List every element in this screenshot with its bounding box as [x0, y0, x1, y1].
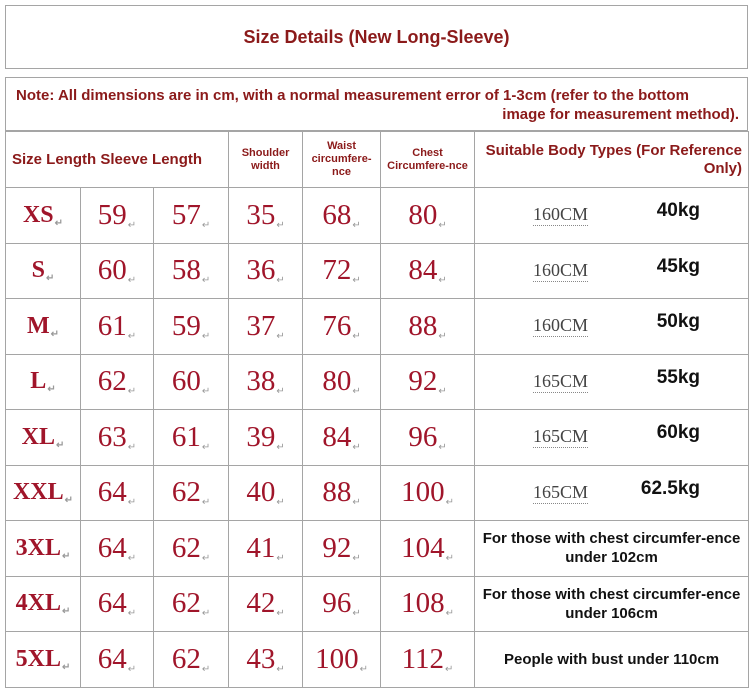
return-mark-icon: ↵: [127, 663, 137, 675]
body-type-cell: [475, 465, 749, 521]
body-type-cell: [475, 188, 749, 244]
chest-cell: [381, 354, 475, 410]
shoulder-cell-value: 39: [246, 420, 276, 453]
size-cell-value: S: [31, 257, 45, 284]
return-mark-icon: ↵: [201, 275, 211, 287]
return-mark-icon: ↵: [352, 441, 361, 453]
shoulder-cell: [229, 243, 303, 299]
waist-cell-value: 96: [322, 587, 352, 620]
table-row: [6, 354, 749, 410]
chest-cell: [381, 465, 475, 521]
weight-label: 45kg: [656, 255, 701, 277]
return-mark-icon: ↵: [352, 330, 361, 342]
return-mark-icon: ↵: [438, 386, 447, 398]
waist-cell: [303, 188, 381, 244]
body-type-cell: [475, 354, 749, 410]
chest-cell: [381, 299, 475, 355]
shoulder-cell-value: 36: [246, 254, 276, 287]
shoulder-cell: [229, 299, 303, 355]
chest-cell: [381, 632, 475, 688]
body-type-cell: People with bust under 110cm: [475, 632, 749, 688]
return-mark-icon: ↵: [64, 495, 74, 507]
body-type-cell: For those with chest circumfer-ence under 102cm: [475, 521, 749, 577]
chest-cell-value: 84: [408, 254, 438, 287]
header-waist: Waist circumfere-nce: [303, 132, 381, 188]
chest-cell-value: 112: [401, 642, 445, 675]
table-header-row: [6, 132, 749, 188]
return-mark-icon: ↵: [276, 330, 285, 342]
shoulder-cell: [229, 465, 303, 521]
sleeve-cell: [154, 576, 229, 632]
size-cell-value: XS: [22, 201, 54, 228]
length-cell-value: 62: [97, 365, 127, 398]
size-cell: [6, 410, 81, 466]
waist-cell-value: 92: [322, 531, 352, 564]
length-cell-value: 64: [97, 531, 127, 564]
length-cell: [81, 576, 154, 632]
sleeve-cell-value: 62: [171, 531, 201, 564]
waist-cell-value: 100: [315, 642, 359, 675]
return-mark-icon: ↵: [352, 386, 361, 398]
return-mark-icon: ↵: [276, 275, 285, 287]
height-label: 160CM: [533, 204, 589, 224]
size-cell-value: 3XL: [15, 534, 61, 561]
length-cell-value: 64: [97, 476, 127, 509]
waist-cell: [303, 299, 381, 355]
waist-cell-value: 80: [322, 365, 352, 398]
return-mark-icon: ↵: [47, 384, 56, 396]
sleeve-cell-value: 57: [171, 198, 201, 231]
sleeve-cell: [154, 299, 229, 355]
length-cell-value: 63: [97, 420, 127, 453]
return-mark-icon: ↵: [127, 608, 137, 620]
length-cell: [81, 465, 154, 521]
shoulder-cell: [229, 354, 303, 410]
return-mark-icon: ↵: [276, 441, 285, 453]
waist-cell: [303, 243, 381, 299]
size-cell: [6, 465, 81, 521]
waist-cell: [303, 410, 381, 466]
return-mark-icon: ↵: [54, 217, 64, 229]
return-mark-icon: ↵: [127, 441, 137, 453]
weight-label: 60kg: [656, 422, 701, 443]
return-mark-icon: ↵: [127, 386, 137, 398]
length-cell: [81, 632, 154, 688]
return-mark-icon: ↵: [127, 330, 137, 342]
weight-label: 40kg: [656, 200, 701, 221]
return-mark-icon: ↵: [445, 497, 454, 509]
return-mark-icon: ↵: [201, 441, 211, 453]
return-mark-icon: ↵: [445, 663, 454, 675]
return-mark-icon: ↵: [201, 497, 211, 509]
return-mark-icon: ↵: [61, 606, 71, 618]
size-cell-value: XL: [21, 423, 55, 450]
sleeve-cell-value: 60: [171, 365, 201, 398]
size-cell-value: XXL: [12, 479, 64, 506]
chest-cell-value: 96: [408, 420, 438, 453]
return-mark-icon: ↵: [276, 552, 285, 564]
return-mark-icon: ↵: [45, 273, 55, 285]
waist-cell-value: 68: [322, 198, 352, 231]
return-mark-icon: ↵: [201, 663, 211, 675]
size-cell: [6, 521, 81, 577]
return-mark-icon: ↵: [438, 219, 447, 231]
body-type-cell: [475, 410, 749, 466]
waist-cell: [303, 521, 381, 577]
height-label: 165CM: [533, 370, 589, 391]
note-line-1: Note: All dimensions are in cm, with a normal measurement error of 1-3cm (refer to the bottom: [16, 87, 689, 104]
return-mark-icon: ↵: [438, 330, 447, 342]
chest-cell-value: 92: [408, 365, 438, 398]
table-row: [6, 188, 749, 244]
sleeve-cell: [154, 243, 229, 299]
sleeve-cell: [154, 188, 229, 244]
sleeve-cell-value: 62: [171, 587, 201, 620]
header-shoulder-width: Shoulder width: [229, 132, 303, 188]
chest-cell-value: 104: [401, 531, 445, 564]
height-label: 160CM: [533, 315, 589, 335]
size-cell-value: 4XL: [15, 590, 61, 617]
size-cell: [6, 576, 81, 632]
length-cell-value: 64: [97, 642, 127, 675]
chest-cell-value: 108: [401, 587, 445, 620]
sleeve-cell-value: 58: [171, 254, 201, 287]
return-mark-icon: ↵: [276, 663, 285, 675]
shoulder-cell-value: 41: [246, 531, 276, 564]
body-type-cell: For those with chest circumfer-ence under 106cm: [475, 576, 749, 632]
shoulder-cell: [229, 576, 303, 632]
return-mark-icon: ↵: [352, 608, 361, 620]
return-mark-icon: ↵: [55, 439, 65, 451]
shoulder-cell-value: 43: [246, 642, 276, 675]
table-row: [6, 632, 749, 688]
size-cell-value: M: [26, 312, 50, 339]
return-mark-icon: ↵: [276, 608, 285, 620]
measurement-note: [5, 77, 748, 131]
size-cell: [6, 243, 81, 299]
size-table: [5, 131, 749, 688]
size-cell: [6, 188, 81, 244]
shoulder-cell: [229, 410, 303, 466]
table-row: [6, 576, 749, 632]
size-cell: [6, 632, 81, 688]
length-cell-value: 59: [97, 198, 127, 231]
return-mark-icon: ↵: [201, 552, 211, 564]
body-type-cell: [475, 243, 749, 299]
body-type-cell: [475, 299, 749, 355]
return-mark-icon: ↵: [352, 275, 361, 287]
chest-cell-value: 88: [408, 309, 438, 342]
length-cell: [81, 243, 154, 299]
return-mark-icon: ↵: [201, 330, 211, 342]
return-mark-icon: ↵: [276, 386, 285, 398]
shoulder-cell: [229, 521, 303, 577]
waist-cell: [303, 576, 381, 632]
return-mark-icon: ↵: [201, 608, 211, 620]
size-cell-value: 5XL: [15, 645, 61, 672]
chest-cell: [381, 410, 475, 466]
length-cell-value: 61: [97, 309, 127, 342]
size-cell-value: L: [30, 368, 47, 395]
chest-cell-value: 100: [401, 476, 445, 509]
height-label: 160CM: [533, 259, 589, 280]
return-mark-icon: ↵: [352, 219, 361, 231]
return-mark-icon: ↵: [352, 497, 361, 509]
size-chart: [5, 5, 748, 692]
shoulder-cell-value: 35: [246, 198, 276, 231]
waist-cell: [303, 465, 381, 521]
return-mark-icon: ↵: [359, 663, 368, 675]
waist-cell-value: 72: [322, 254, 352, 287]
shoulder-cell-value: 42: [246, 587, 276, 620]
sleeve-cell: [154, 354, 229, 410]
shoulder-cell-value: 37: [246, 309, 276, 342]
weight-label: 50kg: [656, 311, 701, 332]
shoulder-cell-value: 38: [246, 365, 276, 398]
chart-title: Size Details (New Long-Sleeve): [5, 5, 748, 69]
return-mark-icon: ↵: [438, 441, 447, 453]
length-cell: [81, 354, 154, 410]
return-mark-icon: ↵: [438, 275, 447, 287]
sleeve-cell: [154, 632, 229, 688]
sleeve-cell: [154, 410, 229, 466]
note-line-2: image for measurement method).: [502, 106, 739, 123]
sleeve-cell-value: 59: [171, 309, 201, 342]
sleeve-cell: [154, 521, 229, 577]
waist-cell-value: 88: [322, 476, 352, 509]
chest-cell: [381, 576, 475, 632]
return-mark-icon: ↵: [127, 497, 137, 509]
length-cell: [81, 188, 154, 244]
sleeve-cell-value: 61: [171, 420, 201, 453]
height-label: 165CM: [533, 481, 589, 502]
return-mark-icon: ↵: [201, 219, 211, 231]
waist-cell-value: 84: [322, 420, 352, 453]
length-cell: [81, 521, 154, 577]
length-cell: [81, 410, 154, 466]
size-cell: [6, 354, 81, 410]
header-size-length-sleeve: Size Length Sleeve Length: [6, 132, 229, 188]
return-mark-icon: ↵: [127, 219, 137, 231]
return-mark-icon: ↵: [50, 328, 60, 340]
chest-cell: [381, 521, 475, 577]
return-mark-icon: ↵: [61, 550, 71, 562]
return-mark-icon: ↵: [61, 661, 71, 673]
sleeve-cell-value: 62: [171, 642, 201, 675]
waist-cell: [303, 632, 381, 688]
table-body: [6, 188, 749, 688]
chest-cell: [381, 243, 475, 299]
return-mark-icon: ↵: [276, 219, 285, 231]
weight-label: 55kg: [656, 366, 701, 388]
return-mark-icon: ↵: [445, 552, 454, 564]
header-body-types: Suitable Body Types (For Reference Only): [475, 132, 749, 188]
size-cell: [6, 299, 81, 355]
waist-cell-value: 76: [322, 309, 352, 342]
sleeve-cell: [154, 465, 229, 521]
length-cell-value: 60: [97, 254, 127, 287]
return-mark-icon: ↵: [127, 552, 137, 564]
table-row: [6, 521, 749, 577]
return-mark-icon: ↵: [445, 608, 454, 620]
table-row: [6, 243, 749, 299]
weight-label: 62.5kg: [640, 477, 701, 499]
sleeve-cell-value: 62: [171, 476, 201, 509]
table-row: [6, 410, 749, 466]
chest-cell: [381, 188, 475, 244]
return-mark-icon: ↵: [127, 275, 137, 287]
chest-cell-value: 80: [408, 198, 438, 231]
shoulder-cell-value: 40: [246, 476, 276, 509]
waist-cell: [303, 354, 381, 410]
height-label: 165CM: [533, 426, 589, 446]
return-mark-icon: ↵: [352, 552, 361, 564]
return-mark-icon: ↵: [276, 497, 285, 509]
table-row: [6, 299, 749, 355]
header-chest: Chest Circumfere-nce: [381, 132, 475, 188]
length-cell: [81, 299, 154, 355]
return-mark-icon: ↵: [201, 386, 211, 398]
shoulder-cell: [229, 188, 303, 244]
length-cell-value: 64: [97, 587, 127, 620]
table-row: [6, 465, 749, 521]
shoulder-cell: [229, 632, 303, 688]
